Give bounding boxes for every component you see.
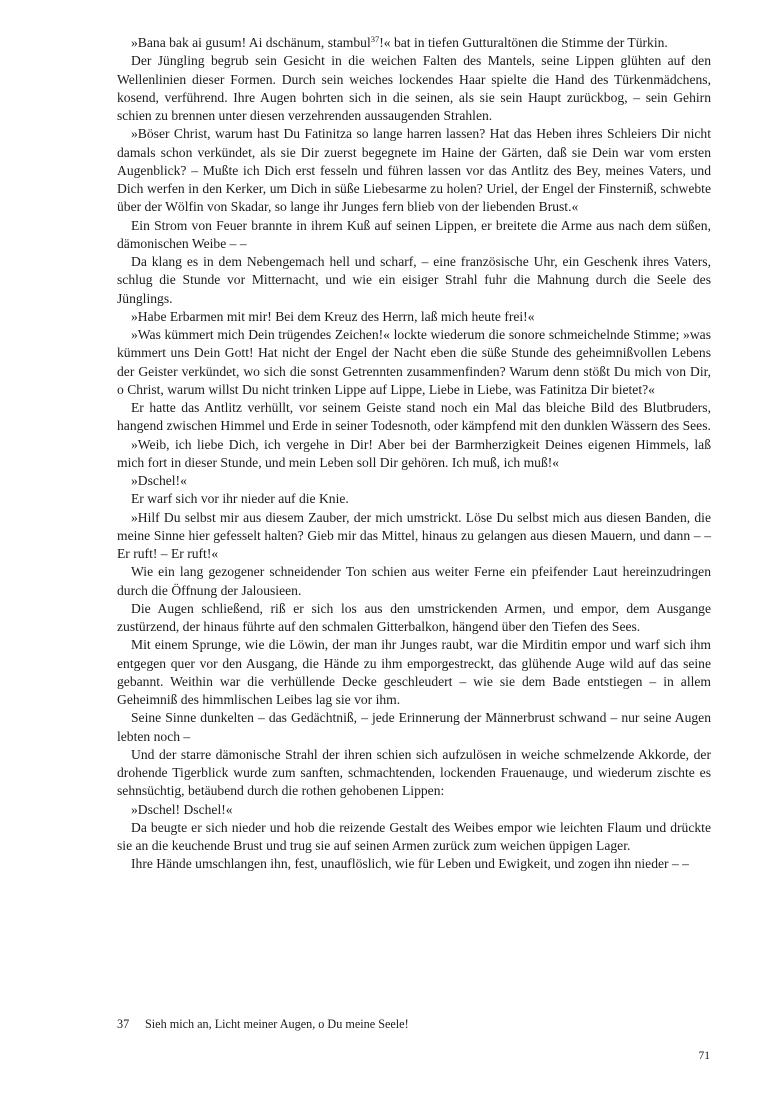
paragraph: Er hatte das Antlitz verhüllt, vor seinem Geiste stand noch ein Mal das bleiche Bild des Blutbruders, hangend zwischen Himmel und Erde in seiner Todesnoth, oder kämpfend mit den dunklen Wässern des Sees. (117, 400, 711, 434)
paragraph: Der Jüngling begrub sein Gesicht in die weichen Falten des Mantels, seine Lippen glühten auf den Wellenlinien dieser Formen. Durch sein weiches lockendes Haar spielte die Hand des Türkenmädchens, kosend, verführend. Ihre Augen bohrten sich in die seinen, als sie sein Haupt zurückbog, – sein Gehirn schien zu brennen unter diesen verzehrenden aussaugenden Strahlen. (117, 53, 711, 123)
footnote-number: 37 (117, 1017, 130, 1031)
footnote (117, 1016, 711, 1032)
paragraph-1-text-cont: !« bat in tiefen Gutturaltönen die Stimme der Türkin. (379, 35, 668, 50)
paragraph: Seine Sinne dunkelten – das Gedächtniß, – jede Erinnerung der Männerbrust schwand – nur seine Augen lebten noch – (117, 710, 711, 744)
footnote-reference[interactable]: 37 (370, 34, 380, 44)
paragraph: Die Augen schließend, riß er sich los aus den umstrickenden Armen, und empor, dem Ausgange zustürzend, der hinaus führte auf den schmalen Gitterbalkon, hängend über den Tiefen des Sees. (117, 600, 711, 634)
paragraph: »Was kümmert mich Dein trügendes Zeichen!« lockte wiederum die sonore schmeichelnde Stimme; »was kümmert uns Dein Gott! Hat nicht der Engel der Nacht eben die süße Stunde des geheimnißvollen Lebens der Geister verkündet, wo sich die sonst Getrennten zusammenfinden? Warum denn stößt Du mich von Dir, o Christ, warum willst Du nicht trinken Lippe auf Lippe, Liebe in Liebe, was Fatinitza Dir bietet?« (117, 327, 711, 397)
paragraph: »Hilf Du selbst mir aus diesem Zauber, der mich umstrickt. Löse Du selbst mich aus diesen Banden, die meine Sinne hier gefesselt halten? Gieb mir das Mittel, hinaus zu gelangen aus diesen Mauern, und dann – – Er ruft! – Er ruft!« (117, 509, 711, 561)
paragraph: »Weib, ich liebe Dich, ich vergehe in Dir! Aber bei der Barmherzigkeit Deines eigenen Himmels, laß mich fort in dieser Stunde, und mein Leben soll Dir gehören. Ich muß, ich muß!« (117, 436, 711, 470)
paragraph: Er warf sich vor ihr nieder auf die Knie. (131, 491, 349, 507)
page-number: 71 (698, 1050, 710, 1062)
paragraph: »Dschel! Dschel!« (131, 801, 233, 817)
paragraph: Ein Strom von Feuer brannte in ihrem Kuß auf seinen Lippen, er breitete die Arme aus nach dem süßen, dämonischen Weibe – – (117, 217, 711, 251)
footnote-text: Sieh mich an, Licht meiner Augen, o Du meine Seele! (145, 1017, 409, 1031)
paragraph: Mit einem Sprunge, wie die Löwin, der man ihr Junges raubt, war die Mirditin empor und warf sich ihm entgegen quer vor den Ausgang, die Hände zu ihm emporgestreckt, das glühende Auge wild auf das seine gebannt. Weithin war die verhüllende Decke geschleudert – wie sie dem Bade entstiegen – in allem Geheimniß des himmlischen Leibes lag sie vor ihm. (117, 637, 711, 707)
paragraph-1 (117, 34, 711, 52)
paragraph: Da klang es in dem Nebengemach hell und scharf, – eine französische Uhr, ein Geschenk ihres Vaters, schlug die Stunde vor Mitternacht, und wie ein eisiger Strahl fuhr die Mahnung durch die Seele des Jünglings. (117, 254, 711, 306)
paragraph: »Böser Christ, warum hast Du Fatinitza so lange harren lassen? Hat das Heben ihres Schleiers Dir nicht damals schon verkündet, als sie Dir zuerst begegnete im Haine der Gärten, daß sie Dein war vom ersten Augenblick? – Mußte ich Dich erst fesseln und führen lassen vor das Antlitz des Bey, meines Vaters, und Dich werfen in den Kerker, um Dich in süße Liebesarme zu holen? Uriel, der Engel der Finsterniß, schwebte über der Wölfin von Skadar, so lange ihr Junges fern blieb von der liebenden Brust.« (117, 126, 711, 215)
paragraph-1-text: »Bana bak ai gusum! Ai dschänum, stambul (131, 35, 371, 50)
paragraph: Da beugte er sich nieder und hob die reizende Gestalt des Weibes empor wie leichten Flaum und drückte sie an die keuchende Brust und trug sie auf seinen Armen zurück zum weichen üppigen Lager. (117, 819, 711, 853)
paragraph: »Habe Erbarmen mit mir! Bei dem Kreuz des Herrn, laß mich heute frei!« (131, 308, 535, 324)
paragraph: »Dschel!« (131, 473, 187, 488)
body-text (117, 34, 711, 874)
paragraph: Ihre Hände umschlangen ihn, fest, unauflöslich, wie für Leben und Ewigkeit, und zogen ihn nieder – – (131, 856, 689, 872)
paragraph: Wie ein lang gezogener schneidender Ton schien aus weiter Ferne ein pfeifender Laut hereinzudringen durch die Öffnung der Jalousieen. (117, 564, 711, 598)
paragraph: Und der starre dämonische Strahl der ihren schien sich aufzulösen in weiche schmelzende Akkorde, der drohende Tigerblick wurde zum sanften, schmachtenden, lockenden Frauenauge, und wiederum zischte es sehnsüchtig, betäubend durch die rothen gehobenen Lippen: (117, 746, 711, 799)
